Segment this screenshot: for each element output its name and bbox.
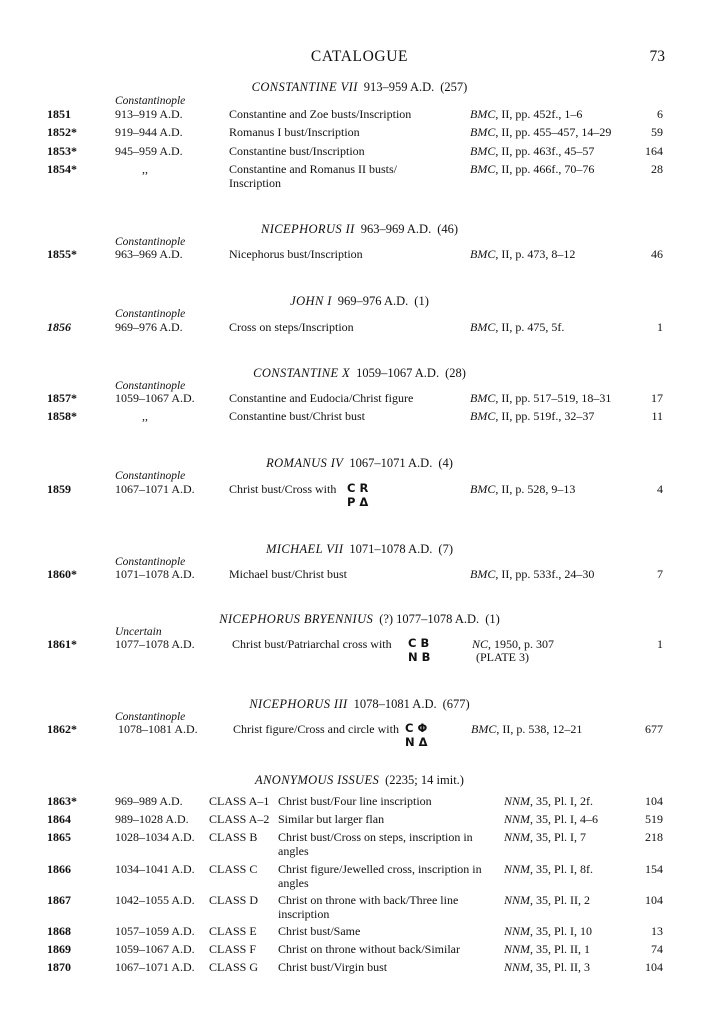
reference-detail: , II, p. 538, 12–21 <box>496 722 583 736</box>
catalogue-entry <box>0 162 719 178</box>
catalogue-entry <box>0 125 719 141</box>
reference-detail: , 35, Pl. II, 1 <box>530 942 591 956</box>
entry-reference <box>470 482 575 497</box>
entry-date: 1059–1067 A.D. <box>115 391 195 405</box>
entry-reference <box>470 247 575 262</box>
entry-number: 1859 <box>47 482 71 496</box>
ruler-count: (677) <box>442 697 470 711</box>
entry-class: CLASS G <box>209 960 259 974</box>
reference-detail: , II, pp. 452f., 1–6 <box>495 107 583 121</box>
ruler-name: NICEPHORUS II <box>260 222 355 236</box>
entry-class: CLASS C <box>209 862 258 876</box>
entry-class: CLASS A–2 <box>209 812 270 826</box>
entry-date: 989–1028 A.D. <box>115 812 189 826</box>
catalogue-entry <box>0 320 719 336</box>
mint-label: Constantinople <box>115 95 186 107</box>
entry-quantity: 164 <box>645 144 663 158</box>
cross-legend-bottom: N B <box>408 650 431 664</box>
entry-description-continued: angles <box>278 876 309 890</box>
reference-series: NNM <box>504 794 531 808</box>
entry-quantity: 519 <box>645 812 663 826</box>
ruler-dates: 963–969 A.D. <box>360 222 432 236</box>
entry-number: 1865 <box>47 830 71 844</box>
reference-detail: , 35, Pl. II, 2 <box>530 893 591 907</box>
section-heading <box>0 366 719 381</box>
entry-quantity: 13 <box>651 924 663 938</box>
section-heading <box>0 222 719 237</box>
catalogue-entry <box>0 722 719 738</box>
mint-label: Uncertain <box>115 626 162 638</box>
anonymous-entry <box>0 942 719 958</box>
entry-reference <box>504 830 586 845</box>
entry-description-continued: Inscription <box>229 176 281 190</box>
catalogue-entry <box>0 409 719 425</box>
entry-number: 1866 <box>47 862 71 876</box>
entry-date: 1077–1078 A.D. <box>115 637 195 651</box>
entry-class: CLASS F <box>209 942 257 956</box>
reference-detail: , II, p. 475, 5f. <box>495 320 565 334</box>
anonymous-entry <box>0 960 719 976</box>
entry-number: 1856 <box>47 320 71 334</box>
cross-legend-top: C B <box>408 636 430 650</box>
ruler-count: (28) <box>445 366 466 380</box>
entry-reference <box>504 924 592 939</box>
ruler-count: (1) <box>414 294 429 308</box>
reference-series: BMC <box>470 247 496 261</box>
entry-number: 1869 <box>47 942 71 956</box>
entry-reference <box>504 794 593 809</box>
ruler-name: CONSTANTINE VII <box>251 80 358 94</box>
entry-number: 1868 <box>47 924 71 938</box>
reference-series: BMC <box>470 162 496 176</box>
reference-series: BMC <box>470 125 496 139</box>
cross-legend-top: C R <box>347 481 369 495</box>
reference-series: NNM <box>504 960 531 974</box>
entry-description: Christ bust/Cross on steps, inscription in <box>278 830 473 844</box>
mint-label: Constantinople <box>115 236 186 248</box>
section-heading <box>0 542 719 557</box>
cross-legend-bottom: N Δ <box>405 735 428 749</box>
entry-description: Romanus I bust/Inscription <box>229 125 360 139</box>
entry-date: 1067–1071 A.D. <box>115 960 195 974</box>
entry-class: CLASS A–1 <box>209 794 270 808</box>
ruler-name: MICHAEL VII <box>265 542 344 556</box>
entry-quantity: 104 <box>645 960 663 974</box>
entry-description: Michael bust/Christ bust <box>229 567 347 581</box>
ruler-count: (1) <box>485 612 500 626</box>
anonymous-entry <box>0 893 719 909</box>
entry-quantity: 1 <box>657 320 663 334</box>
entry-quantity: 218 <box>645 830 663 844</box>
catalogue-entry <box>0 247 719 263</box>
anonymous-entry <box>0 924 719 940</box>
catalogue-entry <box>0 107 719 123</box>
entry-quantity: 46 <box>651 247 663 261</box>
section-heading <box>0 612 719 627</box>
section-heading <box>0 697 719 712</box>
entry-description: Christ bust/Four line inscription <box>278 794 432 808</box>
entry-quantity: 104 <box>645 893 663 907</box>
entry-reference <box>504 862 593 877</box>
entry-date: 945–959 A.D. <box>115 144 183 158</box>
entry-description-continued: angles <box>278 844 309 858</box>
entry-description: Constantine bust/Inscription <box>229 144 365 158</box>
ruler-dates: 1067–1071 A.D. <box>349 456 433 470</box>
entry-date: 1057–1059 A.D. <box>115 924 195 938</box>
entry-number: 1852* <box>47 125 77 139</box>
entry-date: 1028–1034 A.D. <box>115 830 195 844</box>
section-heading <box>0 456 719 471</box>
ruler-count: (2235; 14 imit.) <box>385 773 464 787</box>
mint-label: Constantinople <box>115 308 186 320</box>
entry-reference <box>470 409 594 424</box>
entry-class: CLASS D <box>209 893 259 907</box>
ruler-dates: 1071–1078 A.D. <box>349 542 433 556</box>
reference-detail: , II, p. 473, 8–12 <box>495 247 576 261</box>
reference-series: BMC <box>470 482 496 496</box>
section-heading <box>0 294 719 309</box>
entry-reference <box>504 960 590 975</box>
reference-detail: , 35, Pl. I, 8f. <box>530 862 594 876</box>
entry-reference <box>470 144 594 159</box>
entry-date: 969–989 A.D. <box>115 794 183 808</box>
entry-class: CLASS E <box>209 924 257 938</box>
entry-number: 1860* <box>47 567 77 581</box>
entry-class: CLASS B <box>209 830 258 844</box>
entry-reference <box>470 567 594 582</box>
entry-description: Constantine and Eudocia/Christ figure <box>229 391 414 405</box>
ruler-count: (7) <box>438 542 453 556</box>
ruler-dates: 1059–1067 A.D. <box>356 366 440 380</box>
entry-quantity: 6 <box>657 107 663 121</box>
ruler-dates: (?) 1077–1078 A.D. <box>379 612 480 626</box>
entry-quantity: 59 <box>651 125 663 139</box>
reference-series: NNM <box>504 924 531 938</box>
reference-detail: , II, pp. 517–519, 18–31 <box>495 391 612 405</box>
entry-description: Constantine and Zoe busts/Inscription <box>229 107 412 121</box>
ruler-dates: 913–959 A.D. <box>363 80 435 94</box>
entry-number: 1870 <box>47 960 71 974</box>
entry-description: Christ on throne with back/Three line <box>278 893 459 907</box>
entry-description: Christ figure/Jewelled cross, inscription in <box>278 862 482 876</box>
page-number: 73 <box>649 48 665 65</box>
entry-number: 1861* <box>47 637 77 651</box>
entry-quantity: 677 <box>645 722 663 736</box>
entry-quantity: 28 <box>651 162 663 176</box>
reference-detail: , 35, Pl. I, 7 <box>530 830 587 844</box>
entry-quantity: 17 <box>651 391 663 405</box>
reference-detail: , II, pp. 533f., 24–30 <box>495 567 595 581</box>
ruler-count: (4) <box>438 456 453 470</box>
entry-date: ,, <box>142 162 148 176</box>
entry-quantity: 74 <box>651 942 663 956</box>
entry-date: 1071–1078 A.D. <box>115 567 195 581</box>
cross-legend-top: C Φ <box>405 721 428 735</box>
reference-detail: , 35, Pl. II, 3 <box>530 960 591 974</box>
ruler-name: ROMANUS IV <box>266 456 344 470</box>
entry-date: 1034–1041 A.D. <box>115 862 195 876</box>
entry-reference <box>470 125 611 140</box>
mint-label: Constantinople <box>115 470 186 482</box>
section-heading <box>0 773 719 788</box>
ruler-count: (257) <box>440 80 468 94</box>
ruler-name: NICEPHORUS BRYENNIUS <box>219 612 374 626</box>
anonymous-entry <box>0 794 719 810</box>
entry-number: 1867 <box>47 893 71 907</box>
reference-series: NNM <box>504 893 531 907</box>
mint-label: Constantinople <box>115 380 186 392</box>
reference-detail: , II, pp. 466f., 70–76 <box>495 162 595 176</box>
entry-description-continued: inscription <box>278 907 330 921</box>
reference-detail: , II, pp. 455–457, 14–29 <box>495 125 612 139</box>
ruler-dates: 1078–1081 A.D. <box>353 697 437 711</box>
entry-description: Christ bust/Patriarchal cross with <box>232 637 392 651</box>
entry-number: 1853* <box>47 144 77 158</box>
ruler-name: NICEPHORUS III <box>249 697 348 711</box>
reference-series: NNM <box>504 830 531 844</box>
reference-series: NNM <box>504 812 531 826</box>
anonymous-entry <box>0 862 719 878</box>
entry-reference <box>470 162 594 177</box>
entry-date: ,, <box>142 409 148 423</box>
reference-series: BMC <box>470 409 496 423</box>
reference-detail: , 35, Pl. I, 10 <box>530 924 593 938</box>
entry-quantity: 154 <box>645 862 663 876</box>
reference-detail: , II, p. 528, 9–13 <box>495 482 576 496</box>
reference-series: BMC <box>470 320 496 334</box>
entry-reference <box>471 722 582 737</box>
ruler-dates: 969–976 A.D. <box>337 294 409 308</box>
entry-description: Constantine and Romanus II busts/ <box>229 162 397 176</box>
entry-date: 919–944 A.D. <box>115 125 183 139</box>
entry-description: Nicephorus bust/Inscription <box>229 247 363 261</box>
entry-reference <box>504 942 590 957</box>
ruler-name: CONSTANTINE X <box>253 366 351 380</box>
entry-reference <box>504 812 598 827</box>
reference-series: BMC <box>470 107 496 121</box>
entry-reference <box>470 107 582 122</box>
entry-number: 1854* <box>47 162 77 176</box>
catalogue-entry <box>0 567 719 583</box>
ruler-name: JOHN I <box>290 294 332 308</box>
entry-date: 913–919 A.D. <box>115 107 183 121</box>
entry-reference <box>470 320 564 335</box>
entry-reference <box>504 893 590 908</box>
catalogue-entry <box>0 391 719 407</box>
page-header <box>0 48 719 70</box>
entry-description: Constantine bust/Christ bust <box>229 409 366 423</box>
entry-reference <box>470 391 611 406</box>
entry-number: 1851 <box>47 107 71 121</box>
reference-detail: , 35, Pl. I, 2f. <box>530 794 594 808</box>
reference-series: BMC <box>470 567 496 581</box>
entry-description: Similar but larger flan <box>278 812 385 826</box>
entry-number: 1857* <box>47 391 77 405</box>
entry-number: 1864 <box>47 812 71 826</box>
anonymous-entry <box>0 812 719 828</box>
entry-date: 1059–1067 A.D. <box>115 942 195 956</box>
entry-description: Christ bust/Cross with <box>229 482 337 496</box>
entry-description: Cross on steps/Inscription <box>229 320 354 334</box>
entry-date: 969–976 A.D. <box>115 320 183 334</box>
mint-label: Constantinople <box>115 556 186 568</box>
reference-series: NC <box>472 637 489 651</box>
entry-date: 1042–1055 A.D. <box>115 893 195 907</box>
entry-quantity: 4 <box>657 482 663 496</box>
reference-series: BMC <box>471 722 497 736</box>
entry-quantity: 1 <box>657 637 663 651</box>
reference-series: NNM <box>504 942 531 956</box>
entry-date: 1067–1071 A.D. <box>115 482 195 496</box>
reference-detail: , II, pp. 519f., 32–37 <box>495 409 595 423</box>
entry-description: Christ bust/Virgin bust <box>278 960 388 974</box>
catalogue-entry <box>0 144 719 160</box>
reference-series: BMC <box>470 144 496 158</box>
entry-number: 1858* <box>47 409 77 423</box>
reference-series: BMC <box>470 391 496 405</box>
entry-quantity: 7 <box>657 567 663 581</box>
reference-series: NNM <box>504 862 531 876</box>
ruler-count: (46) <box>437 222 459 236</box>
catalogue-entry <box>0 637 719 653</box>
reference-plate: (PLATE 3) <box>476 650 529 664</box>
entry-number: 1855* <box>47 247 77 261</box>
entry-description: Christ on throne without back/Similar <box>278 942 460 956</box>
entry-date: 963–969 A.D. <box>115 247 183 261</box>
entry-quantity: 104 <box>645 794 663 808</box>
page-title: CATALOGUE <box>310 48 409 65</box>
entry-number: 1863* <box>47 794 77 808</box>
section-heading <box>0 80 719 95</box>
reference-detail: , 35, Pl. I, 4–6 <box>530 812 599 826</box>
entry-date: 1078–1081 A.D. <box>118 722 198 736</box>
entry-description: Christ figure/Cross and circle with <box>233 722 399 736</box>
cross-legend-bottom: P Δ <box>347 495 369 509</box>
reference-detail: , 1950, p. 307 <box>488 637 555 651</box>
anonymous-entry <box>0 830 719 846</box>
ruler-name: ANONYMOUS ISSUES <box>255 773 380 787</box>
entry-description: Christ bust/Same <box>278 924 361 938</box>
entry-number: 1862* <box>47 722 77 736</box>
reference-detail: , II, pp. 463f., 45–57 <box>495 144 595 158</box>
entry-quantity: 11 <box>651 409 663 423</box>
mint-label: Constantinople <box>115 711 186 723</box>
